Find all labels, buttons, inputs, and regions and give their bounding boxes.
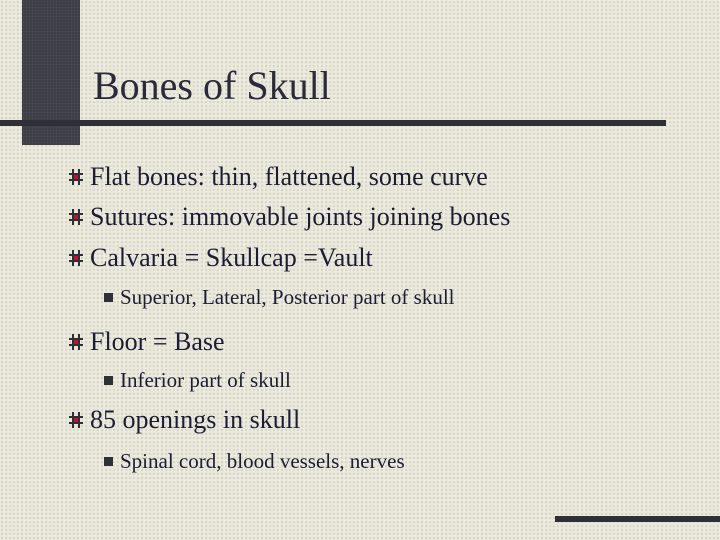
bullet-item: 85 openings in skull (90, 405, 301, 434)
sub-bullet-item: Inferior part of skull (120, 368, 291, 392)
bullet-item: Flat bones: thin, flattened, some curve (90, 162, 488, 191)
square-bullet-icon (104, 457, 113, 466)
hash-bullet-icon (68, 208, 84, 226)
bullet-item: Sutures: immovable joints joining bones (90, 202, 511, 231)
bullet-item: Floor = Base (90, 327, 225, 356)
slide-title: Bones of Skull (93, 63, 331, 108)
hash-bullet-icon (68, 333, 84, 351)
hash-bullet-icon (68, 411, 84, 429)
bullet-item: Calvaria = Skullcap =Vault (90, 243, 373, 272)
hash-bullet-icon (68, 249, 84, 267)
sub-bullet-item: Superior, Lateral, Posterior part of skull (120, 285, 455, 309)
hash-bullet-icon (68, 168, 84, 186)
square-bullet-icon (104, 376, 113, 385)
sub-bullet-item: Spinal cord, blood vessels, nerves (120, 449, 405, 473)
square-bullet-icon (104, 293, 113, 302)
